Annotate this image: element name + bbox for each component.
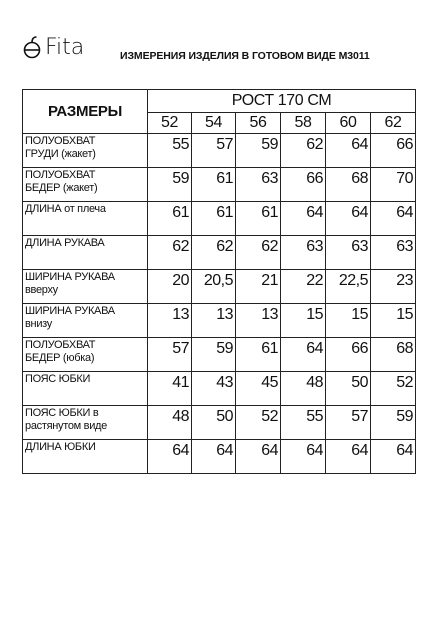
measurement-cell: 20	[148, 270, 192, 304]
measurement-cell: 68	[371, 338, 416, 372]
measurement-cell: 57	[326, 406, 371, 440]
row-label	[23, 202, 148, 236]
table-row	[23, 304, 416, 338]
measurement-cell: 22,5	[326, 270, 371, 304]
measurement-cell: 66	[371, 134, 416, 168]
table-row	[23, 372, 416, 406]
measurement-cell: 70	[371, 168, 416, 202]
measurement-cell: 59	[371, 406, 416, 440]
measurement-cell: 61	[192, 202, 236, 236]
measurement-cell: 61	[236, 338, 281, 372]
measurement-cell: 61	[148, 202, 192, 236]
measurement-cell: 66	[326, 338, 371, 372]
height-header: РОСТ 170 СМ	[148, 90, 416, 113]
table-row	[23, 440, 416, 474]
size-column-header: 60	[326, 113, 371, 134]
row-label-line: БЕДЕР (юбка)	[25, 352, 95, 364]
measurement-cell: 50	[192, 406, 236, 440]
row-label	[23, 304, 148, 338]
brand-name: Fita	[45, 35, 85, 60]
row-label-line: ШИРИНА РУКАВА	[25, 271, 115, 283]
measurement-cell: 41	[148, 372, 192, 406]
table-row	[23, 270, 416, 304]
size-table	[22, 89, 416, 474]
measurement-cell: 64	[281, 440, 326, 474]
measurement-cell: 43	[192, 372, 236, 406]
measurement-cell: 61	[192, 168, 236, 202]
row-label	[23, 440, 148, 474]
table-row	[23, 236, 416, 270]
measurement-cell: 64	[192, 440, 236, 474]
measurement-cell: 59	[148, 168, 192, 202]
row-label-line: растянутом виде	[25, 420, 107, 432]
measurement-cell: 62	[192, 236, 236, 270]
row-label-line: ДЛИНА РУКАВА	[25, 237, 105, 249]
row-label	[23, 406, 148, 440]
row-label-line: БЕДЕР (жакет)	[25, 182, 98, 194]
measurement-cell: 64	[148, 440, 192, 474]
row-label-line: вверху	[25, 284, 58, 296]
measurement-cell: 57	[192, 134, 236, 168]
row-label-line: ПОЯС ЮБКИ в	[25, 407, 99, 419]
measurement-cell: 52	[236, 406, 281, 440]
measurement-cell: 23	[371, 270, 416, 304]
measurement-cell: 50	[326, 372, 371, 406]
row-label-line: ДЛИНА ЮБКИ	[25, 441, 96, 453]
measurement-cell: 64	[371, 440, 416, 474]
measurement-cell: 64	[371, 202, 416, 236]
measurement-cell: 20,5	[192, 270, 236, 304]
size-column-header: 52	[148, 113, 192, 134]
measurement-cell: 64	[326, 134, 371, 168]
measurement-cell: 59	[192, 338, 236, 372]
measurement-cell: 13	[192, 304, 236, 338]
measurement-cell: 48	[281, 372, 326, 406]
measurement-cell: 21	[236, 270, 281, 304]
size-column-header: 54	[192, 113, 236, 134]
row-label	[23, 236, 148, 270]
measurement-cell: 68	[326, 168, 371, 202]
fita-logo-icon	[22, 35, 42, 61]
row-label-line: ГРУДИ (жакет)	[25, 148, 96, 160]
table-row	[23, 338, 416, 372]
row-label	[23, 270, 148, 304]
row-label-line: ПОЛУОБХВАТ	[25, 339, 96, 351]
table-row	[23, 202, 416, 236]
row-label	[23, 134, 148, 168]
table-body	[23, 134, 416, 474]
row-label	[23, 338, 148, 372]
measurement-cell: 59	[236, 134, 281, 168]
table-row	[23, 134, 416, 168]
brand-logo	[22, 34, 84, 62]
measurement-cell: 62	[281, 134, 326, 168]
size-column-header: 62	[371, 113, 416, 134]
measurement-cell: 61	[236, 202, 281, 236]
measurement-cell: 64	[281, 202, 326, 236]
measurement-cell: 64	[326, 202, 371, 236]
measurement-cell: 63	[236, 168, 281, 202]
measurement-cell: 15	[326, 304, 371, 338]
measurement-cell: 52	[371, 372, 416, 406]
row-label-line: ДЛИНА от плеча	[25, 203, 106, 215]
size-column-header: 56	[236, 113, 281, 134]
measurement-cell: 15	[281, 304, 326, 338]
measurement-cell: 64	[281, 338, 326, 372]
measurement-cell: 13	[236, 304, 281, 338]
row-label-line: ПОЯС ЮБКИ	[25, 373, 91, 385]
measurement-cell: 66	[281, 168, 326, 202]
measurement-cell: 63	[371, 236, 416, 270]
measurement-cell: 62	[236, 236, 281, 270]
sizes-header: РАЗМЕРЫ	[23, 90, 148, 134]
measurement-cell: 22	[281, 270, 326, 304]
row-label-line: ШИРИНА РУКАВА	[25, 305, 115, 317]
measurement-cell: 48	[148, 406, 192, 440]
measurement-cell: 13	[148, 304, 192, 338]
row-label-line: внизу	[25, 318, 52, 330]
document-title: ИЗМЕРЕНИЯ ИЗДЕЛИЯ В ГОТОВОМ ВИДЕ М3011	[120, 50, 370, 62]
measurement-cell: 55	[281, 406, 326, 440]
table-row	[23, 406, 416, 440]
measurement-cell: 64	[326, 440, 371, 474]
size-column-header: 58	[281, 113, 326, 134]
row-label	[23, 168, 148, 202]
measurement-cell: 57	[148, 338, 192, 372]
measurement-cell: 15	[371, 304, 416, 338]
measurement-cell: 62	[148, 236, 192, 270]
measurement-cell: 64	[236, 440, 281, 474]
measurement-cell: 55	[148, 134, 192, 168]
row-label-line: ПОЛУОБХВАТ	[25, 169, 96, 181]
measurement-cell: 63	[326, 236, 371, 270]
table-row	[23, 168, 416, 202]
measurement-cell: 45	[236, 372, 281, 406]
row-label	[23, 372, 148, 406]
measurement-cell: 63	[281, 236, 326, 270]
row-label-line: ПОЛУОБХВАТ	[25, 135, 96, 147]
